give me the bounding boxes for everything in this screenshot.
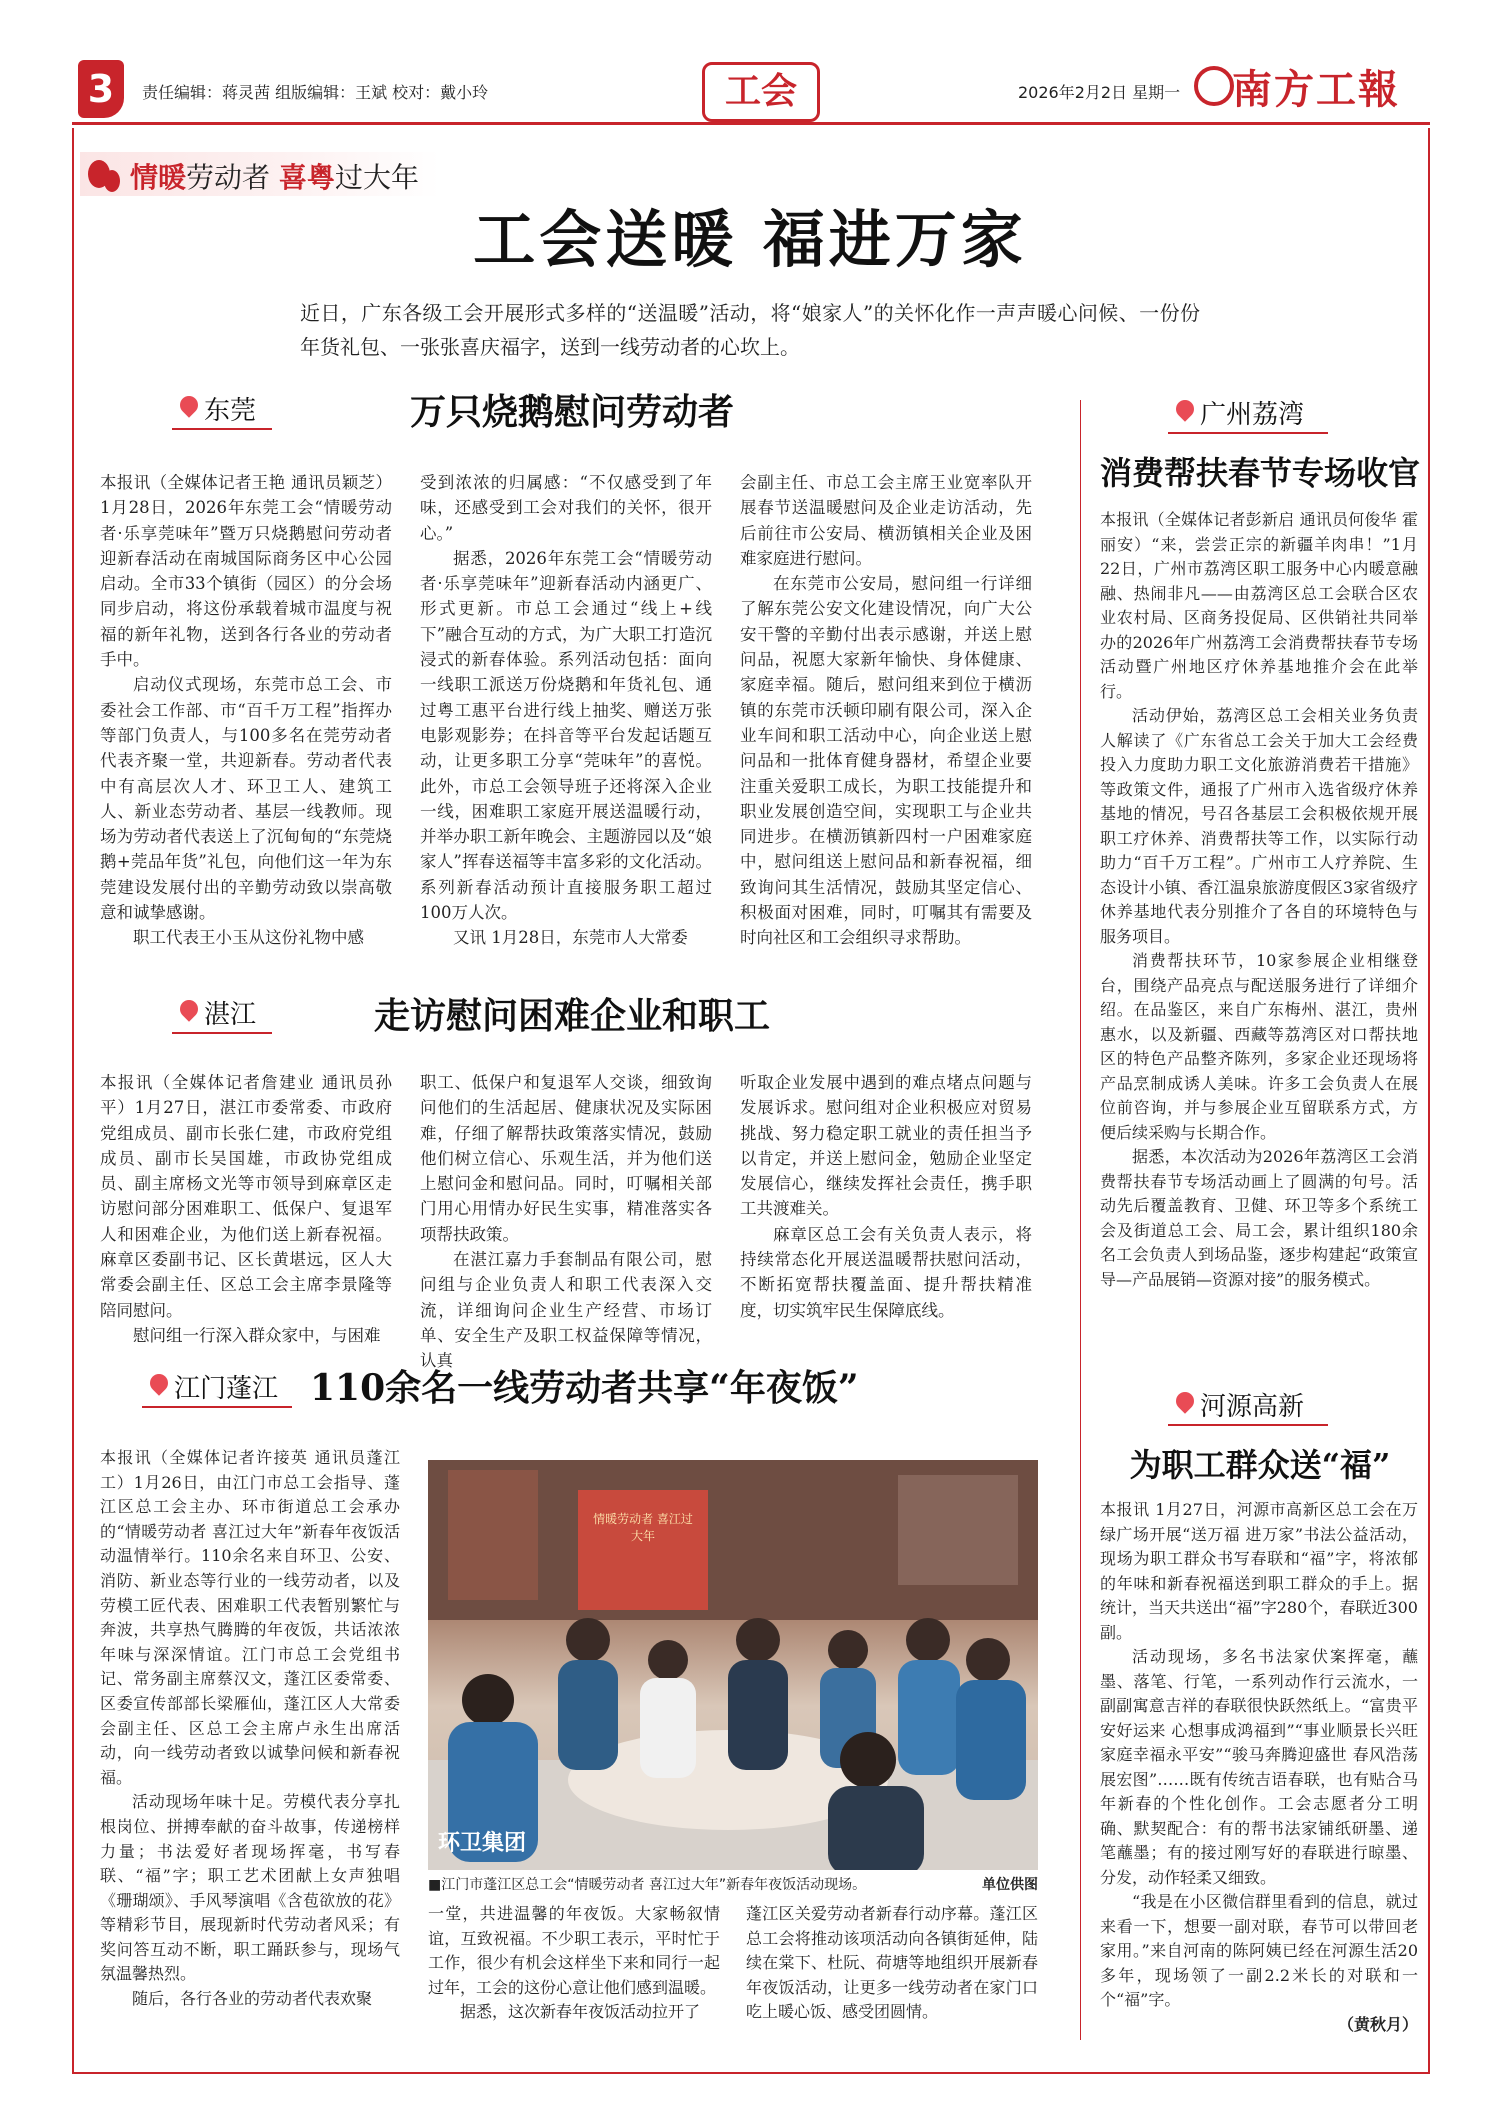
article-title-liwan: 消费帮扶春节专场收官 [1100, 454, 1421, 492]
article-paragraph: 在东莞市公安局，慰问组一行详细了解东莞公安文化建设情况，向广大公安干警的辛勤付出表示感谢，并送上慰问品，祝愿大家新年愉快、身体健康、家庭幸福。随后，慰问组来到位于横沥镇的东莞市沃顿印刷有限公司，深入企业车间和职工活动中心，向企业送上慰问品和一批体育健身器材，希望企业要注重关爱职工成长，为职工技能提升和职业发展创造空间，实现职工与企业共同进步。在横沥镇新四村一户困难家庭中，慰问组送上慰问品和新春祝福，细致询问其生活情况，鼓励其坚定信心、积极面对困难，同时，叮嘱其有需要及时向社区和工会组织寻求帮助。 [740, 574, 1032, 948]
article-column [100, 1446, 400, 2012]
article-paragraph: 本报讯（全媒体记者彭新启 通讯员何俊华 霍丽安）“来，尝尝正宗的新疆羊肉串！”1月22日，广州市荔湾区职工服务中心内暖意融融、热闹非凡——由荔湾区总工会联合区农业农村局、区商务投促局、区供销社共同举办的2026年广州荔湾工会消费帮扶春节专场活动暨广州地区疗休养基地推介会在此举行。 [1100, 510, 1418, 701]
article-column [740, 1070, 1032, 1323]
article-column [100, 1070, 392, 1348]
article-paragraph: 据悉，2026年东莞工会“情暖劳动者·乐享莞味年”迎新春活动内涵更广、形式更新。市总工会通过“线上+线下”融合互动的方式，为广大职工打造沉浸式的新春体验。系列活动包括：面向一线职工派送万份烧鹅和年货礼包、通过粤工惠平台进行线上抽奖、赠送万张电影观影券；在抖音等平台发起话题互动，让更多职工分享“莞味年”的喜悦。此外，市总工会领导班子还将深入企业一线，困难职工家庭开展送温暖行动，并举办职工新年晚会、主题游园以及“娘家人”挥春送福等丰富多彩的文化活动。系列新春活动预计直接服务职工超过100万人次。 [420, 548, 712, 923]
article-paragraph: 麻章区总工会有关负责人表示，将持续常态化开展送温暖帮扶慰问活动，不断拓宽帮扶覆盖面、提升帮扶精准度，切实筑牢民生保障底线。 [740, 1224, 1032, 1320]
photo-jacket-text: 环卫集团 [438, 1831, 527, 1856]
article-paragraph: 会副主任、市总工会主席王业宽率队开展春节送温暖慰问及企业走访活动，先后前往市公安局、横沥镇相关企业及困难家庭进行慰问。 [740, 473, 1032, 568]
article-paragraph: 启动仪式现场，东莞市总工会、市委社会工作部、市“百千万工程”指挥办等部门负责人，与100多名在莞劳动者代表齐聚一堂，共迎新春。劳动者代表中有高层次人才、环卫工人、建筑工人、新业态劳动者、基层一线教师。现场为劳动者代表送上了沉甸甸的“东莞烧鹅+莞品年货”礼包，向他们这一年为东莞建设发展付出的辛勤劳动致以崇高敬意和诚挚感谢。 [100, 675, 392, 923]
issue-date: 2026年2月2日 星期一 [1018, 83, 1181, 102]
photo-credit: 单位供图 [982, 1877, 1038, 1893]
location-underline [1168, 432, 1328, 434]
location-underline [1168, 1424, 1328, 1426]
location-label-heyuan: 河源高新 [1200, 1392, 1305, 1422]
brand-logo-icon [1194, 66, 1234, 106]
banner-part-2: 劳动者 [186, 161, 279, 194]
article-title-zhanjiang: 走访慰问困难企业和职工 [374, 995, 771, 1037]
brand-name: 南方工報 [1232, 66, 1400, 113]
location-label-dongguan: 东莞 [204, 396, 257, 426]
page-title: 工会送暖 福进万家 [473, 203, 1027, 276]
article-column [1100, 1498, 1418, 2037]
section-label: 工会 [702, 62, 820, 122]
article-title-heyuan: 为职工群众送“福” [1129, 1446, 1391, 1484]
article-paragraph: 消费帮扶环节，10家参展企业相继登台，围绕产品亮点与配送服务进行了详细介绍。在品鉴区，来自广东梅州、湛江，贵州惠水，以及新疆、西藏等荔湾区对口帮扶地区的特色产品整齐陈列，多家企业还现场将产品烹制成诱人美味。许多工会负责人在展位前咨询，并与参展企业互留联系方式，方便后续采购与长期合作。 [1100, 951, 1418, 1142]
article-paragraph: 随后，各行各业的劳动者代表欢聚 [132, 1989, 373, 2009]
lantern-icon [104, 170, 120, 192]
location-label-liwan: 广州荔湾 [1200, 400, 1305, 430]
photo-caption [428, 1874, 1038, 1894]
article-title-jiangmen: 110余名一线劳动者共享“年夜饭” [310, 1367, 859, 1409]
article-paragraph: 据悉，本次活动为2026年荔湾区工会消费帮扶春节专场活动画上了圆满的句号。活动先后覆盖教育、卫健、环卫等多个系统工会及街道总工会、局工会，累计组织180余名工会负责人到场品鉴，逐步构建起“政策宣导—产品展销—资源对接”的服务模式。 [1100, 1147, 1418, 1289]
article-paragraph: 据悉，这次新春年夜饭活动拉开了 [460, 2002, 701, 2022]
article-paragraph: 慰问组一行深入群众家中，与困难 [133, 1325, 381, 1345]
article-paragraph: “我是在小区微信群里看到的信息，就过来看一下，想要一副对联，春节可以带回老家用。”来自河南的陈阿姨已经在河源生活20多年，现场领了一副2.2米长的对联和一个“福”字。 [1100, 1892, 1418, 2009]
article-paragraph: 职工代表王小玉从这份礼物中感 [133, 928, 364, 948]
banner-part-1: 情暖 [130, 161, 187, 194]
article-paragraph: 听取企业发展中遇到的难点堵点问题与发展诉求。慰问组对企业积极应对贸易挑战、努力稳定职工就业的责任担当予以肯定，并送上慰问金，勉励企业坚定发展信心，继续发挥社会责任，携手职工共渡难关。 [740, 1073, 1032, 1219]
photo-caption-text: ■江门市蓬江区总工会“情暖劳动者 喜江过大年”新春年夜饭活动现场。 [428, 1877, 867, 1893]
article-paragraph: 在湛江嘉力手套制品有限公司，慰问组与企业负责人和职工代表深入交流，详细询问企业生产经营、市场订单、安全生产及职工权益保障等情况，认真 [420, 1250, 712, 1371]
article-paragraph: 又讯 1月28日，东莞市人大常委 [453, 928, 688, 948]
article-paragraph: 本报讯（全媒体记者王艳 通讯员颖芝）1月28日，2026年东莞工会“情暖劳动者·乐享莞味年”暨万只烧鹅慰问劳动者迎新春活动在南城国际商务区中心公园启动。全市33个镇街（园区）的分会场同步启动，将这份承载着城市温度与祝福的新年礼物，送到各行各业的劳动者手中。 [100, 473, 392, 670]
editors-line: 责任编辑：蒋灵茜 组版编辑：王斌 校对：戴小玲 [142, 83, 489, 102]
article-paragraph: 活动伊始，荔湾区总工会相关业务负责人解读了《广东省总工会关于加大工会经费投入力度助力职工文化旅游消费若干措施》等政策文件，通报了广州市入选省级疗休养基地的情况，号召各基层工会积极依规开展职工疗休养、消费帮扶等工作，以实际行动助力“百千万工程”。广州市工人疗养院、生态设计小镇、香江温泉旅游度假区3家省级疗休养基地代表分别推介了各自的环境特色与服务项目。 [1100, 706, 1418, 946]
photo-poster-text: 情暖劳动者 喜江过大年 [593, 1512, 693, 1543]
event-photo [428, 1460, 1038, 1870]
article-paragraph: 活动现场，多名书法家伏案挥毫，蘸墨、落笔、行笔，一系列动作行云流水，一副副寓意吉祥的春联很快跃然纸上。“富贵平安好运来 心想事成鸿福到”“事业顺景长兴旺 家庭幸福永平安”“骏马奔腾迎盛世 春风浩荡展宏图”……既有传统吉语春联，也有贴合马年新春的个性化创作。工会志愿者分工明确、默契配合：有的帮书法家铺纸研墨、递笔蘸墨；有的接过刚写好的春联进行晾墨、分发，动作轻柔又细致。 [1100, 1647, 1418, 1887]
article-column [740, 470, 1032, 951]
article-paragraph: 蓬江区关爱劳动者新春行动序幕。蓬江区总工会将推动该项活动向各镇街延伸，陆续在棠下、杜阮、荷塘等地组织开展新春年夜饭活动，让更多一线劳动者在家门口吃上暖心饭、感受团圆情。 [746, 1904, 1038, 2022]
location-underline [172, 428, 272, 430]
location-label-zhanjiang: 湛江 [204, 1000, 257, 1030]
banner-part-3: 喜粤 [278, 161, 335, 194]
article-paragraph: 职工、低保户和复退军人交谈，细致询问他们的生活起居、健康状况及实际困难，仔细了解帮扶政策落实情况，鼓励他们树立信心、乐观生活，并为他们送上慰问金和慰问品。同时，叮嘱相关部门用心用情办好民生实事，精准落实各项帮扶政策。 [420, 1073, 712, 1244]
article-paragraph: 活动现场年味十足。劳模代表分享扎根岗位、拼搏奉献的奋斗故事，传递榜样力量；书法爱好者现场挥毫，书写春联、“福”字；职工艺术团献上女声独唱《珊瑚颂》、手风琴演唱《含苞欲放的花》等精彩节目，展现新时代劳动者风采；有奖问答互动不断，职工踊跃参与，现场气氛温馨热烈。 [100, 1792, 400, 1984]
article-paragraph: 受到浓浓的归属感：“不仅感受到了年味，还感受到工会对我们的关怀，很开心。” [420, 473, 712, 543]
page-number: 3 [78, 60, 124, 118]
article-column [428, 1902, 720, 2025]
article-column [420, 1070, 712, 1374]
header-rule [72, 122, 1430, 125]
article-paragraph: 本报讯（全媒体记者詹建业 通讯员孙平）1月27日，湛江市委常委、市政府党组成员、副市长张仁建，市政府党组成员、副市长吴国雄，市政协党组成员、副主席杨文光等市领导到麻章区走访慰问部分困难职工、低保户、复退军人和困难企业，为他们送上新春祝福。麻章区委副书记、区长黄堪远，区人大常委会副主任、区总工会主席李景隆等陪同慰问。 [100, 1073, 392, 1320]
article-column [746, 1902, 1038, 2025]
column-divider [1080, 400, 1081, 2040]
article-column [100, 470, 392, 951]
location-underline [142, 1406, 292, 1408]
location-label-jiangmen: 江门蓬江 [174, 1374, 279, 1404]
location-underline [172, 1032, 272, 1034]
article-title-dongguan: 万只烧鹅慰问劳动者 [410, 391, 735, 433]
event-photo-illustration [428, 1460, 1038, 1870]
article-column [420, 470, 712, 951]
article-paragraph: 一堂，共进温馨的年夜饭。大家畅叙情谊，互致祝福。不少职工表示，平时忙于工作，很少有机会这样坐下来和同行一起过年，工会的这份心意让他们感到温暖。 [428, 1904, 720, 1997]
article-byline: （黄秋月） [1337, 2014, 1418, 2034]
article-paragraph: 本报讯（全媒体记者许接英 通讯员蓬江工）1月26日，由江门市总工会指导、蓬江区总工会主办、环市街道总工会承办的“情暖劳动者 喜江过大年”新春年夜饭活动温情举行。110余名来自环卫、公安、消防、新业态等行业的一线劳动者，以及劳模工匠代表、困难职工代表暂别繁忙与奔波，共享热气腾腾的年夜饭，共话浓浓年味与深深情谊。江门市总工会党组书记、常务副主席蔡汉文，蓬江区委常委、区委宣传部部长梁雁仙，蓬江区人大常委会副主任、区总工会主席卢永生出席活动，向一线劳动者致以诚挚问候和新春祝福。 [100, 1448, 400, 1787]
lead-paragraph: 近日，广东各级工会开展形式多样的“送温暖”活动，将“娘家人”的关怀化作一声声暖心问候、一份份年货礼包、一张张喜庆福字，送到一线劳动者的心坎上。 [300, 301, 1200, 359]
banner-part-4: 过大年 [334, 161, 419, 194]
article-paragraph: 本报讯 1月27日，河源市高新区总工会在万绿广场开展“送万福 进万家”书法公益活动，现场为职工群众书写春联和“福”字，将浓郁的年味和新春祝福送到职工群众的手上。据统计，当天共送出“福”字280个，春联近300副。 [1100, 1500, 1418, 1642]
article-column [1100, 508, 1418, 1292]
